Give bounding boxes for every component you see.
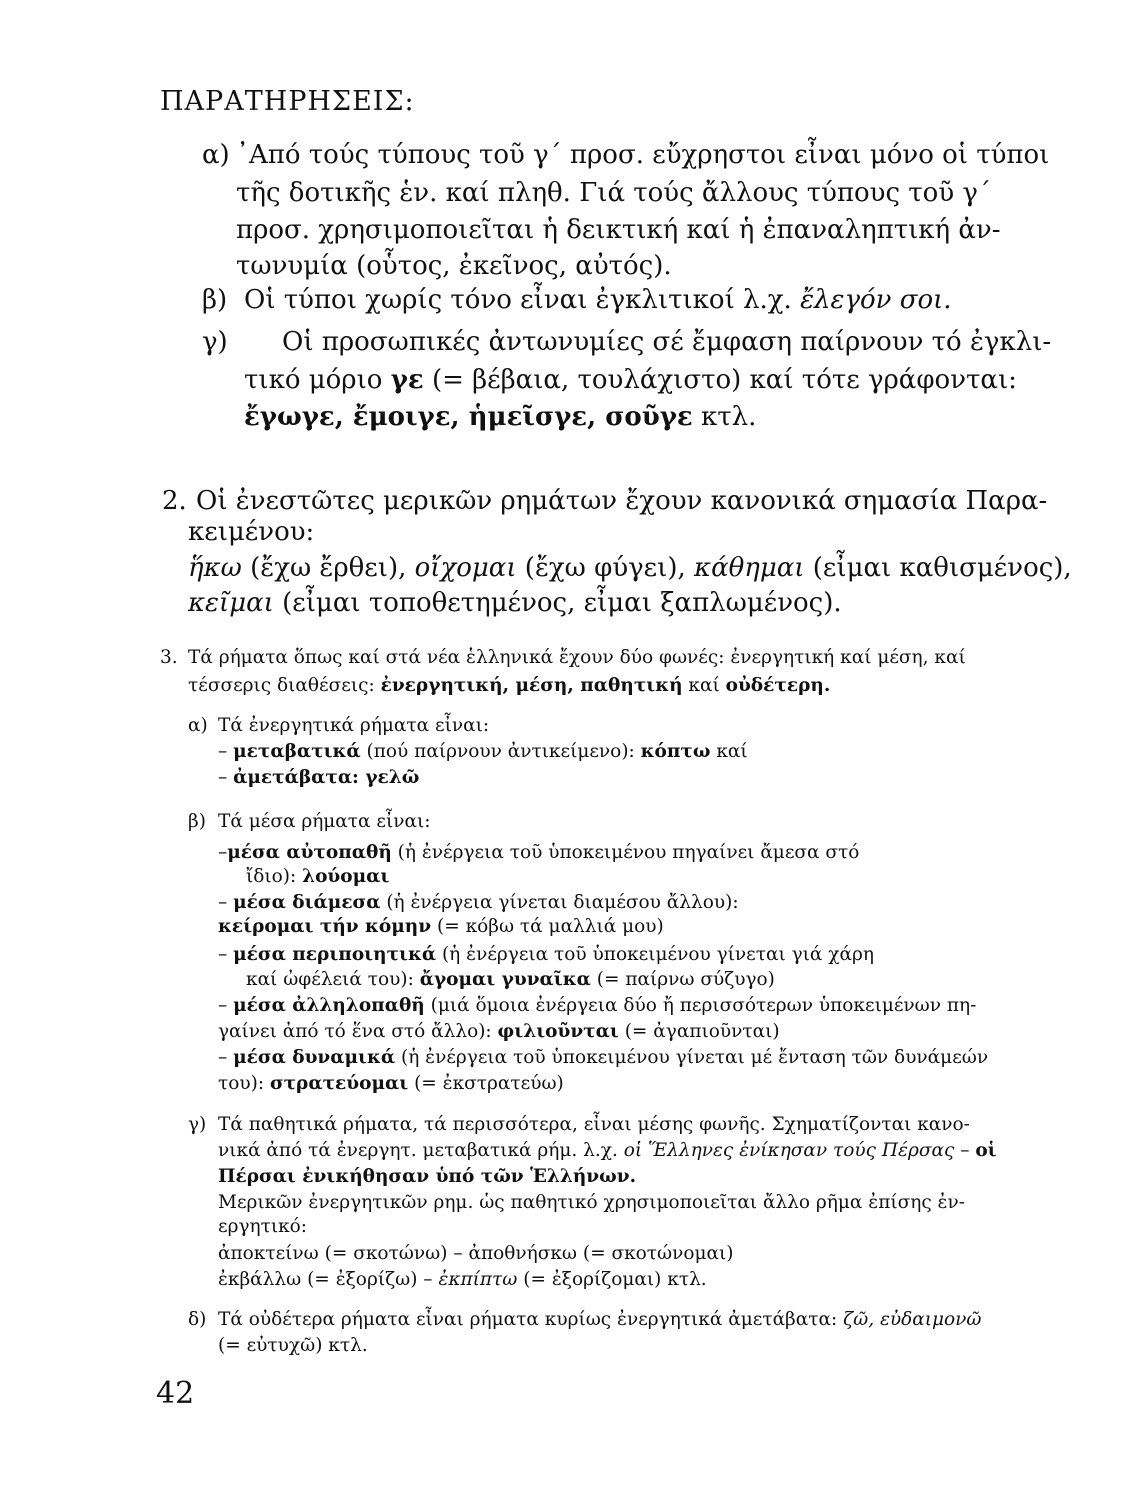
- dash: –: [218, 741, 234, 762]
- intransitive-term: ἀμετάβατα: γελῶ: [233, 767, 420, 788]
- s3d-line1: [218, 1309, 982, 1330]
- dash: –: [218, 767, 234, 788]
- s3c-line2: [218, 1140, 997, 1161]
- note-a-label: α): [202, 140, 230, 170]
- example-passive-sentence: Πέρσαι ἐνικήθησαν ὑπό τῶν Ἑλλήνων.: [218, 1166, 637, 1187]
- s3b-m5-gloss: (ἡ ἐνέργεια τοῦ ὑποκειμένου γίνεται μέ ἔνταση τῶν δυνάμεών: [395, 1047, 989, 1068]
- reflexive-middle: μέσα αὐτοπαθῆ: [227, 842, 392, 863]
- s3c-line4: Μερικῶν ἐνεργητικῶν ρημ. ὡς παθητικό χρησιμοποιεῖται ἄλλο ρῆμα ἐπίσης ἐν-: [218, 1192, 965, 1213]
- s3b-m3-gloss: (ἡ ἐνέργεια τοῦ ὑποκειμένου γίνεται γιά χάρη: [436, 944, 874, 965]
- s3d-text: Τά οὐδέτερα ρήματα εἶναι ρήματα κυρίως ἐνεργητικά ἀμετάβατα:: [218, 1309, 844, 1330]
- example-zo-eudaimono: ζῶ, εὐδαιμονῶ: [843, 1309, 982, 1330]
- s3b-m1-line2: [246, 866, 389, 887]
- example-agomai: ἄγομαι γυναῖκα: [419, 969, 591, 990]
- example-strateuomai: στρατεύομαι: [269, 1073, 409, 1094]
- s3a-and: καί: [710, 741, 748, 762]
- s3d-label: δ): [188, 1309, 207, 1330]
- s3b-m3-cont: καί ὠφέλειά του):: [246, 969, 420, 990]
- voices-list: ἐνεργητική, μέση, παθητική: [380, 675, 683, 696]
- reciprocal-middle: μέσα ἀλληλοπαθῆ: [233, 995, 425, 1016]
- section-3-line1: Τά ρήματα ὅπως καί στά νέα ἑλληνικά ἔχουν δύο φωνές: ἐνεργητική καί μέση, καί: [188, 647, 966, 668]
- page-heading: ΠΑΡΑΤΗΡΗΣΕΙΣ:: [160, 86, 415, 117]
- s3b-m5-line2: [218, 1073, 564, 1094]
- example-kopto: κόπτω: [640, 741, 711, 762]
- section-2-number: 2.: [162, 486, 187, 516]
- example-active-sentence: οἱ Ἕλληνες ἐνίκησαν τούς Πέρσας: [623, 1140, 955, 1161]
- s3b-m2-gloss: (ἡ ἐνέργεια γίνεται διαμέσου ἄλλου):: [380, 892, 739, 913]
- verb-heko: ἥκω: [188, 553, 242, 583]
- gloss-1: (ἔχω ἔρθει),: [241, 553, 415, 583]
- s3c-line1: Τά παθητικά ρήματα, τά περισσότερα, εἶναι μέσης φωνῆς. Σχηματίζονται κανο-: [218, 1114, 970, 1135]
- s3b-m2-trans: (= κόβω τά μαλλιά μου): [431, 916, 664, 937]
- causative-middle: μέσα περιποιητικά: [233, 944, 437, 965]
- indirect-middle: μέσα διάμεσα: [233, 892, 381, 913]
- s3c-label: γ): [188, 1114, 207, 1135]
- example-keiromai: κείρομαι τήν κόμην: [218, 916, 432, 937]
- s3b-m1-line1: [218, 842, 993, 863]
- example-passive-start: οἱ: [975, 1140, 997, 1161]
- dash: –: [218, 892, 234, 913]
- note-a-line3: προσ. χρησιμοποιεῖται ἡ δεικτική καί ἡ ἐπαναληπτική ἀν-: [236, 215, 1001, 245]
- s3b-label: β): [188, 811, 206, 832]
- s3a-label: α): [188, 715, 208, 736]
- s3b-intro: Τά μέσα ρήματα εἶναι:: [218, 811, 431, 832]
- particle-ge: γε: [390, 365, 424, 395]
- example-filiountai: φιλιοῦνται: [497, 1021, 619, 1042]
- s3a-gloss: (πού παίρνουν ἀντικείμενο):: [360, 741, 641, 762]
- s3b-m4-line1: [218, 995, 976, 1016]
- page-number: 42: [156, 1376, 195, 1411]
- note-c-text2: (= βέβαια, τουλάχιστο) καί τότε γράφονται:: [423, 365, 1017, 395]
- example-louomai: λούομαι: [302, 866, 390, 887]
- s3c-line7: [218, 1269, 707, 1290]
- s3a-intro: Τά ἐνεργητικά ρήματα εἶναι:: [218, 715, 490, 736]
- s3b-m4-line2: [218, 1021, 780, 1042]
- note-c-text: τικό μόριο: [244, 365, 391, 395]
- s3b-m2-line1: [218, 892, 739, 913]
- note-c-line2: [244, 365, 1017, 395]
- example-ekpipto: ἐκπίπτω: [438, 1269, 518, 1290]
- section-2-line4: [188, 588, 842, 618]
- s3b-m4-trans: (= ἀγαπιοῦνται): [618, 1021, 780, 1042]
- note-b-line: [244, 285, 952, 315]
- verb-oichomai: οἴχομαι: [414, 553, 517, 583]
- note-b-example: ἔλεγόν σοι.: [800, 285, 952, 315]
- note-c-etc: κτλ.: [692, 402, 757, 432]
- s3-text: τέσσερις διαθέσεις:: [188, 675, 381, 696]
- note-a-line1: ᾿Από τούς τύπους τοῦ γ΄ προσ. εὔχρηστοι εἶναι μόνο οἱ τύποι: [236, 140, 1050, 170]
- gloss-4: (εἶμαι τοποθετημένος, εἶμαι ξαπλωμένος).: [273, 588, 842, 618]
- note-c-line3: [244, 402, 756, 432]
- s3b-m2-line2: [218, 916, 664, 937]
- dash: –: [218, 842, 228, 863]
- s3b-m5-line1: [218, 1047, 988, 1068]
- s3b-m4-cont: γαίνει ἀπό τό ἕνα στό ἄλλο):: [218, 1021, 498, 1042]
- s3c-line5: εργητικό:: [218, 1216, 308, 1237]
- s3b-m1-gloss: (ἡ ἐνέργεια τοῦ ὑποκειμένου πηγαίνει ἄμεσα στό: [391, 842, 860, 863]
- s3c-text: νικά ἀπό τά ἐνεργητ. μεταβατικά ρήμ. λ.χ.: [218, 1140, 624, 1161]
- note-c-label: γ): [202, 327, 228, 357]
- s3b-m5-cont: του):: [218, 1073, 270, 1094]
- section-2-line3: [188, 553, 1072, 583]
- verb-keimai: κεῖμαι: [188, 588, 274, 618]
- section-2-line2: κειμένου:: [188, 517, 315, 547]
- s3d-line2: (= εὐτυχῶ) κτλ.: [218, 1335, 368, 1356]
- s3-and: καί: [682, 675, 726, 696]
- s3c-line6: ἀποκτείνω (= σκοτώνω) – ἀποθνήσκω (= σκοτώνομαι): [218, 1243, 734, 1264]
- section-3-line2: [188, 675, 830, 696]
- s3c-etc: (= ἐξορίζομαι) κτλ.: [517, 1269, 707, 1290]
- verb-kathemai: κάθημαι: [694, 553, 805, 583]
- s3b-m3-line2: [246, 969, 775, 990]
- dash: –: [218, 1047, 234, 1068]
- s3b-m3-line1: [218, 944, 874, 965]
- section-3-number: 3.: [160, 647, 178, 668]
- s3a-item1: [218, 741, 748, 762]
- transitive-term: μεταβατικά: [233, 741, 361, 762]
- dash: –: [218, 944, 234, 965]
- section-2-line1: Οἱ ἐνεστῶτες μερικῶν ρημάτων ἔχουν κανονικά σημασία Παρα-: [196, 486, 1048, 516]
- emphatic-forms: ἔγωγε, ἔμοιγε, ἡμεῖσγε, σοῦγε: [244, 402, 693, 432]
- s3b-m1-cont: ἴδιο):: [246, 866, 303, 887]
- dynamic-middle: μέσα δυναμικά: [233, 1047, 396, 1068]
- s3b-m3-trans: (= παίρνω σύζυγο): [590, 969, 775, 990]
- note-b-label: β): [202, 285, 228, 315]
- dash: –: [218, 995, 234, 1016]
- note-a-line4: τωνυμία (οὗτος, ἐκεῖνος, αὐτός).: [236, 251, 672, 281]
- gloss-3: (εἶμαι καθισμένος),: [804, 553, 1072, 583]
- neutral-voice: οὐδέτερη.: [725, 675, 831, 696]
- note-a-line2: τῆς δοτικῆς ἑν. καί πληθ. Γιά τούς ἄλλους τύπους τοῦ γ΄: [236, 178, 991, 208]
- note-b-text: Οἱ τύποι χωρίς τόνο εἶναι ἐγκλιτικοί λ.χ.: [244, 285, 801, 315]
- s3a-item2: [218, 767, 419, 788]
- gloss-2: (ἔχω φύγει),: [516, 553, 695, 583]
- s3b-m4-gloss: (μιά ὅμοια ἐνέργεια δύο ἤ περισσότερων ὑποκειμένων πη-: [424, 995, 977, 1016]
- s3c-dash: –: [954, 1140, 976, 1161]
- note-c-line1: Οἱ προσωπικές ἀντωνυμίες σέ ἔμφαση παίρνουν τό ἐγκλι-: [282, 327, 1052, 357]
- s3b-m5-trans: (= ἐκστρατεύω): [408, 1073, 564, 1094]
- s3c-ekballo: ἐκβάλλω (= ἐξορίζω) –: [218, 1269, 439, 1290]
